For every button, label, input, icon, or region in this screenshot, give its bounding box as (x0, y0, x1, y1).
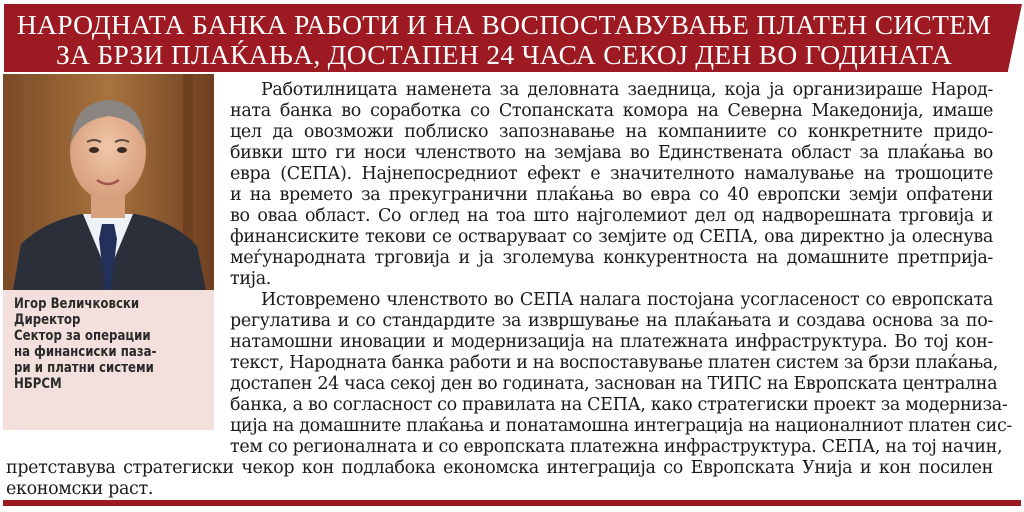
article-line: тија. (230, 269, 272, 289)
article-line: текст, Народната банка работи и на воспоставување платен систем за брзи плаќања, (230, 353, 998, 373)
caption-line: на финансиски паза- (14, 344, 157, 361)
article-line: финансиските текови се остваруваат со земјите од СЕПА, ова директно ја олеснува (230, 227, 993, 247)
caption-line: Сектор за операции (14, 328, 151, 345)
portrait-photo (3, 74, 214, 290)
article-line: натамошни иновации и модернизација на платежната инфраструктура. Во тој кон- (230, 332, 993, 352)
caption-name: Игор Величковски (14, 296, 140, 312)
article-line: економски раст. (6, 479, 154, 499)
article-line: ција на домашните плаќања и понатамошна интеграција на националниот платен сис- (230, 416, 1012, 436)
caption-org: НБРСМ (14, 376, 62, 393)
article-line: меѓународната трговија и ја зголемува конкурентноста на домашните претприја- (230, 248, 993, 268)
article-line: цел да овозможи поблиско запознавање на компаниите со конкретните придо- (230, 122, 993, 142)
caption-title: Директор (14, 312, 81, 329)
headline-line-2: ЗА БРЗИ ПЛАЌАЊА, ДОСТАПЕН 24 ЧАСА СЕКОЈ ДЕН ВО ГОДИНАТА (55, 39, 953, 70)
photo-caption (14, 296, 210, 393)
caption-line: ри и платни системи (14, 360, 154, 377)
article-line: Работилницата наменета за деловната заедница, која ја организираше Народ- (261, 80, 993, 100)
article-line: тем со регионалната и со европската платежна инфраструктура. СЕПА, на тој начин, (230, 437, 1003, 457)
article-line: достапен 24 часа секој ден во годината, заснован на ТИПС на Европската централна (230, 374, 998, 394)
article-line: банка, а во согласност со правилата на СЕПА, како стратегиски проект за модерниза- (230, 395, 1008, 415)
article-line: и на времето за прекугранични плаќања во евра со 40 европски земји опфатени (230, 185, 993, 205)
article-line: ната банка во соработка со Стопанската комора на Северна Македонија, имаше (230, 101, 993, 121)
article-line: бивки што ги носи членството на земјава во Единствената област за плаќања во (230, 143, 993, 163)
bottom-rule (3, 500, 1021, 506)
article-line: Истовремено членството во СЕПА налага постојана усогласеност со европската (261, 290, 993, 310)
article-line: евра (СЕПА). Најнепосредниот ефект е значителното намалување на трошоците (230, 164, 993, 184)
article-line: претставува стратегиски чекор кон подлабока економска интеграција со Европската Унија и кон посилен (6, 458, 993, 478)
article-line: регулатива и со стандардите за извршување на плаќањата и создава основа за по- (230, 311, 993, 331)
article-line: во оваа област. Со оглед на тоа што најголемиот дел од надворешната трговија и (230, 206, 993, 226)
headline-line-1: НАРОДНАТА БАНКА РАБОТИ И НА ВОСПОСТАВУВАЊЕ ПЛАТЕН СИСТЕМ (16, 9, 992, 40)
